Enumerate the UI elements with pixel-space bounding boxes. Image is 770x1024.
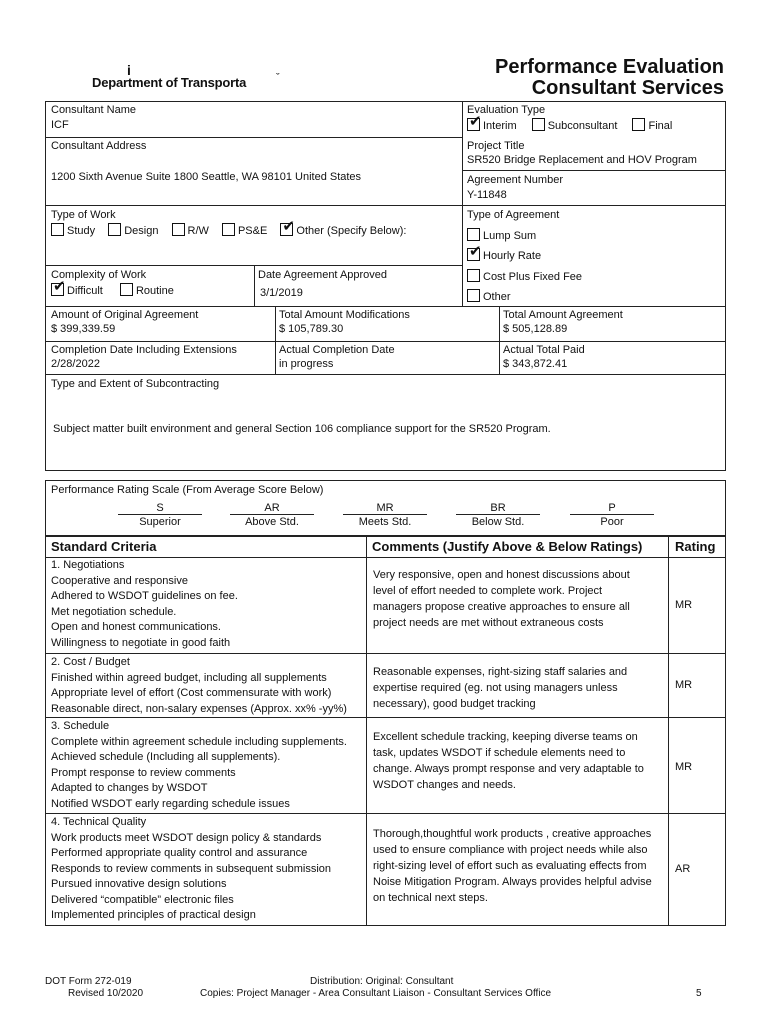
scale-code-br: BR (490, 502, 506, 514)
work-design-label: Design (124, 225, 159, 237)
complexity-options (51, 283, 174, 298)
criteria-technical-quality: 4. Technical Quality Work products meet WSDOT design policy & standards Performed appropriate quality control and assurance Responds to review comments in subsequent submission Pursued innovative design solutions Delivered “compatible” electronic files Implemented principles of practical design (51, 816, 332, 921)
checkbox-pse[interactable] (222, 223, 235, 236)
amount-original-value: $ 399,339.59 (51, 323, 116, 335)
consultant-name-label: Consultant Name (51, 104, 136, 116)
criteria-negotiations: 1. Negotiations Cooperative and responsive Adhered to WSDOT guidelines on fee. Met negotiation schedule. Open and honest communications. Willingness to negotiate in good faith (51, 559, 238, 649)
work-pse-label: PS&E (237, 225, 268, 237)
checkbox-rw[interactable] (172, 223, 185, 236)
eval-final-label: Final (648, 120, 673, 132)
footer-revised: Revised 10/2020 (68, 988, 144, 999)
scale-code-mr: MR (376, 502, 394, 514)
comment-cost-budget: Reasonable expenses, right-sizing staff salaries and expertise required (eg. not using managers unless necessary), good budget tracking (373, 666, 628, 710)
work-other-label: Other (Specify Below): (296, 225, 407, 237)
total-agreement-label: Total Amount Agreement (503, 309, 623, 321)
criteria-schedule: 3. Schedule Complete within agreement schedule including supplements. Achieved schedule (Including all supplements). Prompt response to review comments Adapted to changes by WSDOT Notified WSDOT early regarding schedule issues (51, 720, 347, 810)
checkbox-study[interactable] (51, 223, 64, 236)
col-comments-header: Comments (Justify Above & Below Ratings) (372, 539, 643, 554)
agreement-number-label: Agreement Number (467, 174, 563, 186)
consultant-name-value: ICF (51, 119, 69, 131)
criteria-cost-budget: 2. Cost / Budget Finished within agreed budget, including all supplements Appropriate level of effort (Cost commensurate with work) Reasonable direct, non-salary expenses (Approx. xx% -yy%) (51, 656, 347, 715)
project-title-value: SR520 Bridge Replacement and HOV Program (467, 154, 697, 166)
eval-interim-label: Interim (483, 120, 517, 132)
checkbox-lump-sum[interactable] (467, 228, 480, 241)
agreement-lump-sum (467, 228, 536, 243)
checkbox-other-work[interactable] (280, 223, 293, 236)
comment-technical-quality: Thorough,thoughtful work products , creative approaches used to ensure compliance with project needs while also right-sizing level of effort such as evaluating effects from Noise Mitigation Program. Always provides helpful advise on technical next steps. (373, 828, 652, 904)
checkbox-cost-plus[interactable] (467, 269, 480, 282)
scale-desc-p: Poor (600, 516, 624, 528)
total-mods-label: Total Amount Modifications (279, 309, 410, 321)
footer-form-number: DOT Form 272-019 (45, 976, 132, 987)
subcontracting-value: Subject matter built environment and general Section 106 compliance support for the SR520 Program. (53, 423, 551, 435)
department-tick: ˇ (276, 72, 280, 84)
form-title-line2: Consultant Services (531, 77, 724, 99)
work-study-label: Study (67, 225, 96, 237)
eval-type-options (467, 118, 672, 133)
consultant-address-value: 1200 Sixth Avenue Suite 1800 Seattle, WA 98101 United States (51, 171, 362, 183)
checkbox-subconsultant[interactable] (532, 118, 545, 131)
consultant-address-label: Consultant Address (51, 140, 147, 152)
completion-date-value: 2/28/2022 (51, 358, 100, 370)
checkbox-final[interactable] (632, 118, 645, 131)
agr-cost-plus-label: Cost Plus Fixed Fee (483, 271, 583, 283)
total-agreement-value: $ 505,128.89 (503, 323, 568, 335)
scale-desc-mr: Meets Std. (358, 516, 412, 528)
department-name: Department of Transporta (92, 75, 247, 90)
logo-i: i (127, 62, 131, 78)
rating-schedule: MR (675, 761, 693, 773)
complexity-label: Complexity of Work (51, 269, 147, 281)
agreement-other (467, 289, 511, 304)
actual-completion-label: Actual Completion Date (279, 344, 395, 356)
agr-hourly-rate-label: Hourly Rate (483, 250, 542, 262)
agr-lump-sum-label: Lump Sum (483, 230, 537, 242)
footer-copies: Copies: Project Manager - Area Consultant Liaison - Consultant Services Office (200, 988, 552, 999)
total-mods-value: $ 105,789.30 (279, 323, 344, 335)
scale-desc-s: Superior (139, 516, 181, 528)
date-approved-label: Date Agreement Approved (258, 269, 388, 281)
completion-date-label: Completion Date Including Extensions (51, 344, 237, 356)
amount-original-label: Amount of Original Agreement (51, 309, 199, 321)
checkbox-design[interactable] (108, 223, 121, 236)
scale-code-ar: AR (264, 502, 280, 514)
rating-scale-label: Performance Rating Scale (From Average Score Below) (51, 484, 324, 496)
col-rating-header: Rating (675, 539, 716, 554)
evaluation-type-label: Evaluation Type (467, 104, 546, 116)
checkbox-interim[interactable] (467, 118, 480, 131)
type-of-work-options (51, 223, 406, 238)
form-title-line1: Performance Evaluation (495, 56, 724, 78)
rating-cost-budget: MR (675, 679, 693, 691)
type-of-work-label: Type of Work (51, 209, 116, 221)
agreement-number-value: Y-11848 (467, 189, 507, 201)
agreement-cost-plus (467, 269, 582, 284)
rating-negotiations: MR (675, 599, 693, 611)
actual-completion-value: in progress (279, 358, 334, 370)
checkbox-other-agreement[interactable] (467, 289, 480, 302)
comment-schedule: Excellent schedule tracking, keeping diverse teams on task, updates WSDOT if schedule elements need to change. Always prompt response and very adaptable to WSDOT changes and needs. (373, 731, 644, 791)
footer-distribution: Distribution: Original: Consultant (310, 976, 454, 987)
comment-negotiations: Very responsive, open and honest discussions about level of effort needed to complete work. Project managers propose creative approaches to ensure all project needs are met without extraneous costs (373, 569, 630, 629)
scale-code-p: P (608, 502, 616, 514)
scale-desc-br: Below Std. (471, 516, 525, 528)
col-criteria-header: Standard Criteria (51, 539, 157, 554)
date-approved-value: 3/1/2019 (260, 287, 303, 299)
subcontracting-label: Type and Extent of Subcontracting (51, 378, 220, 390)
agreement-hourly-rate (467, 248, 541, 263)
agr-other-label: Other (483, 291, 511, 303)
actual-paid-label: Actual Total Paid (503, 344, 585, 356)
checkbox-routine[interactable] (120, 283, 133, 296)
scale-desc-ar: Above Std. (245, 516, 299, 528)
actual-paid-value: $ 343,872.41 (503, 358, 568, 370)
checkbox-difficult[interactable] (51, 283, 64, 296)
work-rw-label: R/W (187, 225, 209, 237)
checkbox-hourly-rate[interactable] (467, 248, 480, 261)
page-number: 5 (696, 988, 702, 999)
type-of-agreement-label: Type of Agreement (467, 209, 560, 221)
complexity-difficult-label: Difficult (67, 285, 103, 297)
project-title-label: Project Title (467, 140, 525, 152)
eval-subconsultant-label: Subconsultant (547, 120, 618, 132)
rating-technical-quality: AR (675, 863, 691, 875)
complexity-routine-label: Routine (135, 285, 174, 297)
scale-code-s: S (156, 502, 164, 514)
